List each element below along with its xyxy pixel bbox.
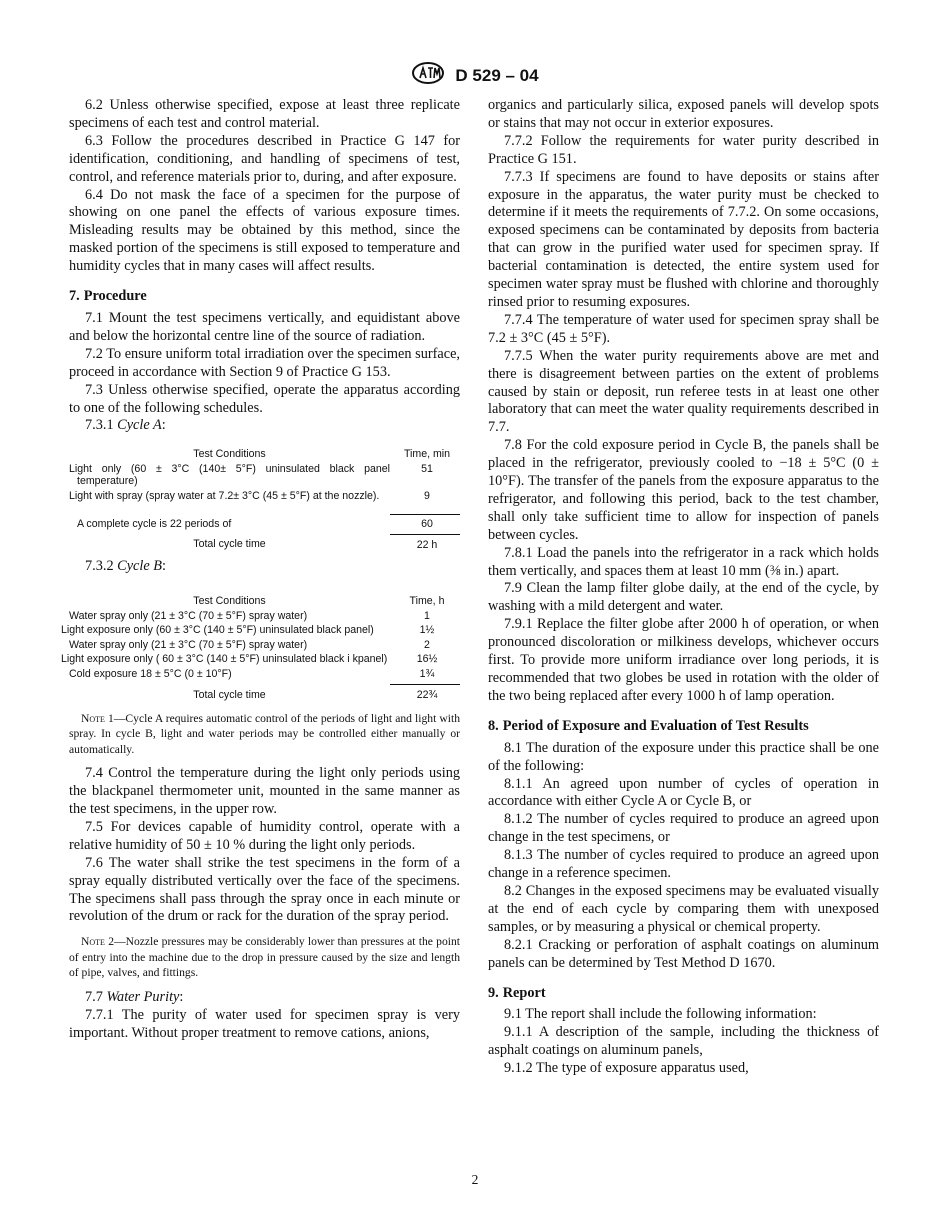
paragraph-8-1-1: 8.1.1 An agreed upon number of cycles of operation in accordance with either Cycle A or Cycle B, or bbox=[488, 775, 879, 810]
paragraph-7-9-1: 7.9.1 Replace the filter globe after 2000 h of operation, or when pronounced discoloration or milkiness develops, whichever occurs first. To provide more uniform irradiance over long periods, it is recommended that two globes be used in rotation with the older of the two being replaced after every 1000 h of lamp operation. bbox=[488, 616, 879, 704]
table-cell: Light with spray (spray water at 7.2± 3°C (45 ± 5°F) at the nozzle). bbox=[69, 489, 380, 502]
table-cell: 1 bbox=[424, 609, 430, 622]
cycle-b-table bbox=[61, 594, 460, 703]
paragraph-7-5: 7.5 For devices capable of humidity control, operate with a relative humidity of 50 ± 10 % during the light only periods. bbox=[69, 818, 460, 853]
table-row bbox=[69, 623, 460, 638]
clause-label: Water Purity bbox=[106, 988, 180, 1005]
left-column bbox=[61, 97, 460, 1043]
paragraph-7-7-4: 7.7.4 The temperature of water used for specimen spray shall be 7.2 ± 3°C (45 ± 5°F). bbox=[488, 311, 879, 346]
paragraph-6-4: 6.4 Do not mask the face of a specimen for the purpose of showing on one panel the effects of various exposure times. Misleading results may be obtained by this method, since the masked portion of the specimens is still exposed to temperature and humidity cycles that in many cases will affect results. bbox=[69, 186, 460, 275]
paragraph-7-2: 7.2 To ensure uniform total irradiation over the specimen surface, proceed in accordance with Section 9 of Practice G 153. bbox=[69, 345, 460, 380]
table-row bbox=[69, 534, 460, 552]
paragraph-7-4: 7.4 Control the temperature during the light only periods using the blackpanel thermometer unit, mounted in the same manner as the test specimens, in the upper row. bbox=[69, 765, 460, 818]
table-cell: A complete cycle is 22 periods of bbox=[77, 517, 232, 530]
note-label: Note bbox=[81, 711, 105, 725]
clause-number: 7.7 bbox=[85, 988, 103, 1005]
section-9-heading bbox=[488, 985, 879, 1003]
section-7-heading bbox=[69, 288, 460, 306]
note-text: 2—Nozzle pressures may be considerably lower than pressures at the point of entry into the machine due to the drop in pressure caused by the size and length of pipe, valves, and fittings. bbox=[69, 935, 460, 980]
paragraph-7-7-2: 7.7.2 Follow the requirements for water purity described in Practice G 151. bbox=[488, 132, 879, 167]
clause-number: 7.3.1 bbox=[85, 417, 114, 434]
table-row bbox=[69, 652, 460, 667]
section-number: 8. bbox=[488, 717, 499, 734]
table-cell: 16½ bbox=[416, 653, 438, 666]
table-cell: 22¾ bbox=[416, 689, 438, 702]
section-title: Period of Exposure and Evaluation of Test Results bbox=[502, 717, 809, 734]
paragraph-9-1: 9.1 The report shall include the following information: bbox=[504, 1006, 817, 1023]
paragraph-continued: organics and particularly silica, exposed panels will develop spots or stains that may not occur in exterior exposures. bbox=[488, 97, 879, 131]
table-cell: Cold exposure 18 ± 5°C (0 ± 10°F) bbox=[69, 667, 232, 680]
paragraph-7-3: 7.3 Unless otherwise specified, operate the apparatus according to one of the following schedules. bbox=[69, 381, 460, 416]
paragraph-7-7-1: 7.7.1 The purity of water used for specimen spray is very important. Without proper treatment to remove cations, anions, bbox=[69, 1006, 460, 1041]
paragraph-7-7: 7.7 Water Purity: bbox=[85, 988, 184, 1005]
section-8-heading bbox=[488, 718, 879, 736]
paragraph-7-7-5: 7.7.5 When the water purity requirements above are met and there is disagreement between parties on the extent of problems caused by stain or deposit, run referee tests in at least one other laboratory that can meet the water quality requirements described in 7.7. bbox=[488, 347, 879, 436]
table-cell: Total cycle time bbox=[193, 538, 266, 551]
paragraph-9-1-1: 9.1.1 A description of the sample, including the thickness of asphalt coatings on aluminum panels, bbox=[488, 1024, 879, 1059]
note-text: 1—Cycle A requires automatic control of the periods of light and light with spray. In cycle B, light and water periods may be controlled either manually or automatically. bbox=[69, 711, 460, 756]
table-cell: Total cycle time bbox=[193, 688, 266, 701]
table-header: Time, h bbox=[409, 595, 445, 608]
table-cell: Light exposure only (60 ± 3°C (140 ± 5°F) uninsulated black panel) bbox=[61, 624, 374, 637]
paragraph-8-1-3: 8.1.3 The number of cycles required to produce an agreed upon change in a reference specimen. bbox=[488, 847, 879, 882]
table-row bbox=[69, 462, 460, 489]
paragraph-6-3: 6.3 Follow the procedures described in Practice G 147 for identification, conditioning, and handling of specimens of test, control, and reference materials prior to, during, and after exposure. bbox=[69, 132, 460, 185]
right-column bbox=[488, 97, 879, 1078]
paragraph-8-1-2: 8.1.2 The number of cycles required to produce an agreed upon change in the test specimens, or bbox=[488, 811, 879, 846]
paragraph-7-8-1: 7.8.1 Load the panels into the refrigerator in a rack which holds them vertically, and spaces them at least 10 mm (⅜ in.) apart. bbox=[488, 544, 879, 579]
table-cell: 51 bbox=[421, 462, 433, 475]
clause-label: Cycle A bbox=[117, 417, 162, 434]
paragraph-7-7-3: 7.7.3 If specimens are found to have deposits or stains after exposure in the apparatus, the water purity must be checked to determine if it meets the requirements of 7.7.2. On some occasions, exposed specimens can be contaminated by deposits from bacteria that can grow in the purified water used for specimen spray. If bacterial contamination is detected, the entire system used for specimen water spray must be flushed with chlorine and thoroughly rinsed prior to resuming exposures. bbox=[488, 168, 879, 310]
page-header bbox=[0, 62, 950, 89]
table-header: Test Conditions bbox=[193, 448, 266, 461]
table-row bbox=[69, 515, 460, 535]
section-title: Procedure bbox=[83, 288, 147, 305]
note-1 bbox=[69, 711, 460, 758]
paragraph-7-3-2: 7.3.2 Cycle B: bbox=[85, 558, 167, 575]
cycle-a-table bbox=[69, 447, 460, 552]
section-number: 7. bbox=[69, 288, 80, 305]
paragraph-8-2-1: 8.2.1 Cracking or perforation of asphalt coatings on aluminum panels can be determined by Test Method D 1670. bbox=[488, 936, 879, 971]
clause-number: 7.3.2 bbox=[85, 558, 114, 575]
paragraph-7-1: 7.1 Mount the test specimens vertically, and equidistant above and below the horizontal centre line of the source of radiation. bbox=[69, 309, 460, 344]
paragraph-7-6: 7.6 The water shall strike the test specimens in the form of a spray equally distributed vertically over the face of the specimens. The specimens shall pass through the spray once in each minute or revolution of the drum or rack for the duration of the spray period. bbox=[69, 854, 460, 925]
table-row bbox=[69, 638, 460, 653]
note-2 bbox=[69, 934, 460, 981]
section-number: 9. bbox=[488, 984, 499, 1001]
table-cell: 1½ bbox=[419, 624, 435, 637]
paragraph-8-1: 8.1 The duration of the exposure under this practice shall be one of the following: bbox=[488, 739, 879, 774]
paragraph-7-8: 7.8 For the cold exposure period in Cycle B, the panels shall be placed in the refrigerator, previously cooled to −18 ± 5°C (0 ± 10°F). The transfer of the panels from the exposure apparatus to the refrigerator, and following this period, back to the test chamber, shall only take sufficient time to allow for inspection of panels between cycles. bbox=[488, 437, 879, 543]
section-title: Report bbox=[502, 984, 546, 1001]
table-cell: Water spray only (21 ± 3°C (70 ± 5°F) spray water) bbox=[69, 638, 308, 651]
table-row bbox=[69, 609, 460, 624]
table-cell: Water spray only (21 ± 3°C (70 ± 5°F) spray water) bbox=[69, 609, 308, 622]
paragraph-7-9: 7.9 Clean the lamp filter globe daily, at the end of the cycle, by washing with a mild detergent and water. bbox=[488, 580, 879, 615]
table-cell: 1¾ bbox=[390, 667, 460, 685]
note-label: Note bbox=[81, 935, 105, 949]
table-cell: Light exposure only ( 60 ± 3°C (140 ± 5°F) uninsulated black i kpanel) bbox=[61, 653, 388, 666]
paragraph-8-2: 8.2 Changes in the exposed specimens may be evaluated visually at the end of each cycle by comparing them with unexposed samples, or by measuring a physical or chemical property. bbox=[488, 882, 879, 935]
table-row bbox=[69, 685, 460, 703]
table-cell: 9 bbox=[390, 489, 460, 515]
paragraph-9-1-2: 9.1.2 The type of exposure apparatus used, bbox=[504, 1060, 749, 1077]
table-header: Test Conditions bbox=[193, 595, 266, 608]
astm-logo-icon bbox=[411, 62, 445, 89]
table-cell: 22 h bbox=[416, 538, 438, 551]
table-cell: 60 bbox=[390, 515, 460, 535]
table-row bbox=[69, 667, 460, 685]
table-header: Time, min bbox=[403, 448, 451, 461]
paragraph-7-3-1: 7.3.1 Cycle A: bbox=[85, 417, 166, 434]
page-number: 2 bbox=[471, 1172, 479, 1187]
table-cell: 2 bbox=[424, 638, 430, 651]
paragraph-6-2: 6.2 Unless otherwise specified, expose at least three replicate specimens of each test and control material. bbox=[69, 97, 460, 131]
clause-label: Cycle B bbox=[117, 558, 163, 575]
table-cell: Light only (60 ± 3°C (140± 5°F) uninsulated black panel temperature) bbox=[69, 462, 390, 488]
table-row bbox=[69, 489, 460, 515]
document-id: D 529 – 04 bbox=[455, 65, 539, 85]
